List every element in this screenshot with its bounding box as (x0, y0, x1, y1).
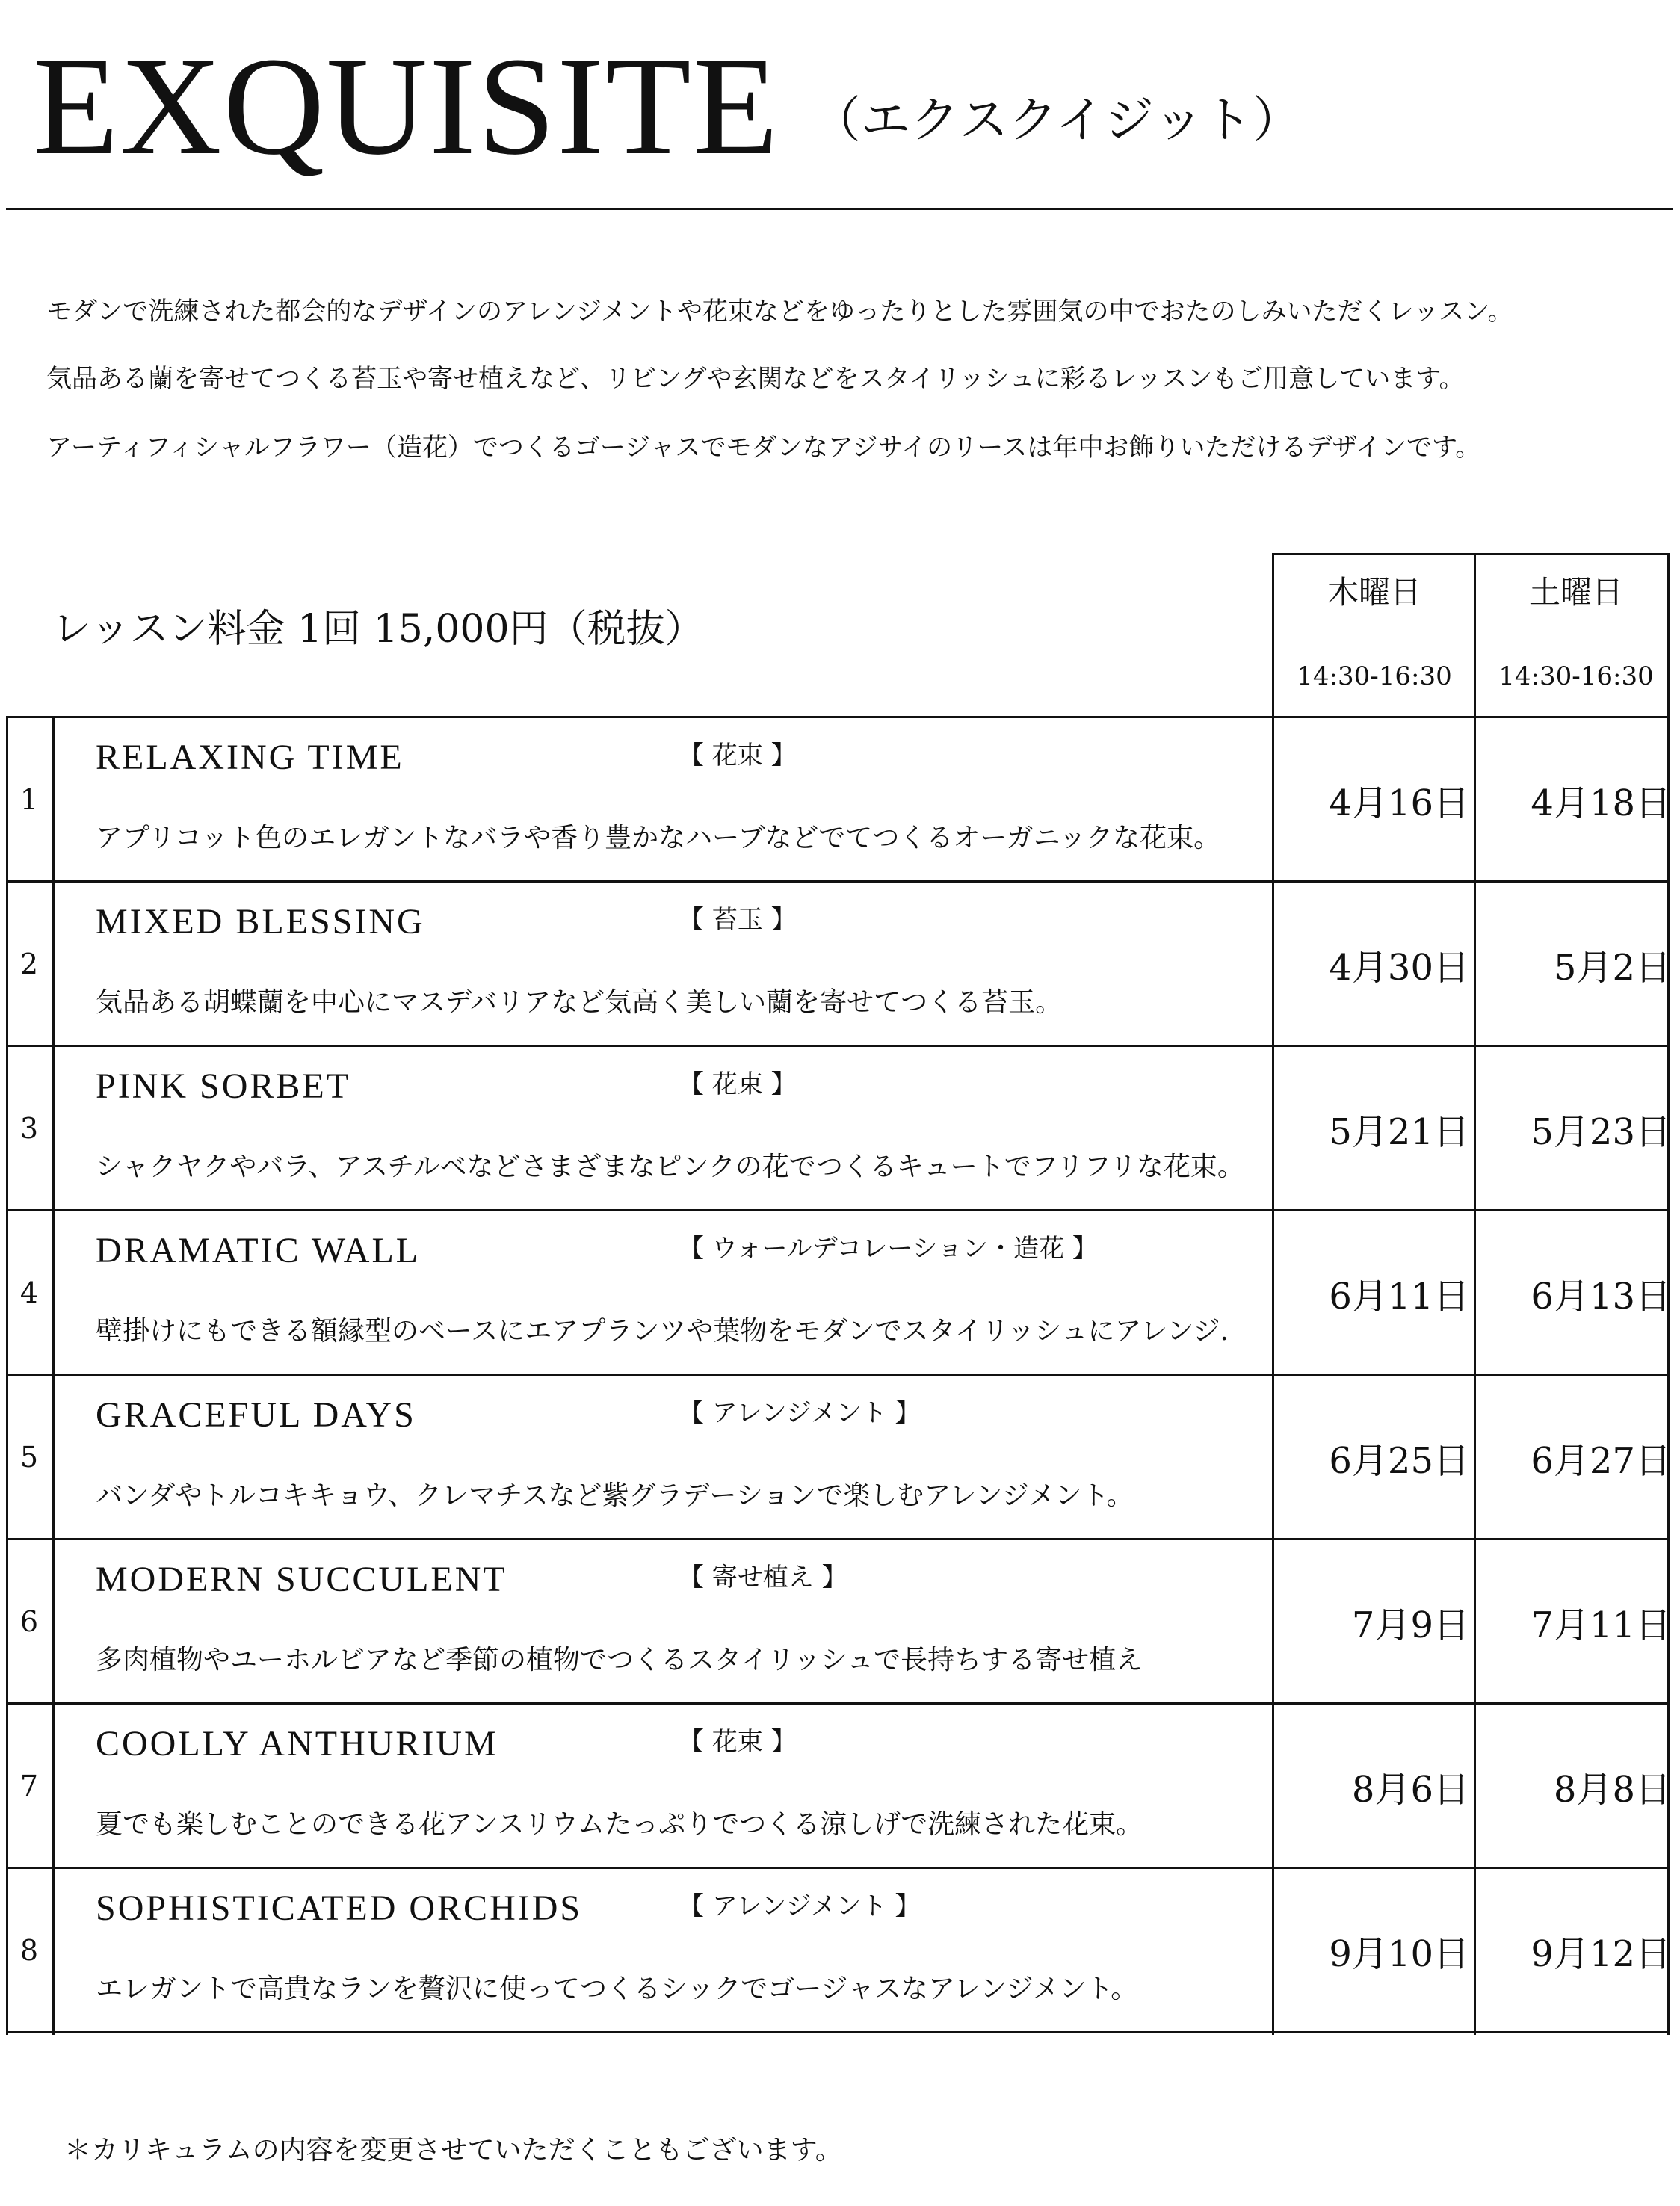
lesson-date-thursday: 6月11日 (1329, 1275, 1469, 1317)
lesson-number: 8 (19, 1934, 39, 1967)
lesson-category: 【 アレンジメント 】 (679, 1891, 921, 1921)
brand-title: EXQUISITE (33, 28, 780, 184)
lesson-row (6, 717, 1669, 882)
lesson-date-thursday: 4月16日 (1329, 782, 1469, 824)
lesson-title: GRACEFUL DAYS (96, 1395, 416, 1435)
time-header-thursday: 14:30-16:30 (1297, 661, 1452, 691)
lesson-category: 【 寄せ植え 】 (679, 1563, 847, 1592)
lesson-description: アプリコット色のエレガントなバラや香り豊かなハーブなどでてつくるオーガニックな花束。 (96, 823, 1221, 853)
time-header-saturday: 14:30-16:30 (1498, 661, 1654, 691)
lesson-row (6, 1704, 1669, 1868)
lesson-number: 5 (19, 1441, 39, 1474)
lesson-fee: レッスン料金 1回 15,000円（税抜） (52, 607, 704, 652)
lesson-category: 【 花束 】 (679, 741, 797, 770)
lesson-date-thursday: 9月10日 (1329, 1932, 1469, 1975)
brand-kana: （エクスクイジット） (812, 91, 1303, 149)
lesson-row (6, 1539, 1669, 1704)
day-header-saturday: 土曜日 (1528, 574, 1623, 611)
lesson-category: 【 苔玉 】 (679, 905, 797, 935)
lesson-description: 夏でも楽しむことのできる花アンスリウムたっぷりでつくる涼しげで洗練された花束。 (96, 1809, 1143, 1840)
lesson-title: RELAXING TIME (96, 738, 404, 777)
intro-line: モダンで洗練された都会的なデザインのアレンジメントや花束などをゆったりとした雰囲気の中でおたのしみいただくレッスン。 (46, 297, 1513, 327)
lesson-row (6, 1211, 1669, 1375)
lesson-date-thursday: 5月21日 (1329, 1110, 1469, 1153)
lesson-row (6, 1375, 1669, 1539)
header-divider (6, 208, 1673, 210)
lesson-date-saturday: 5月2日 (1553, 946, 1671, 989)
lesson-number: 2 (19, 948, 39, 980)
lesson-description: バンダやトルコキキョウ、クレマチスなど紫グラデーションで楽しむアレンジメント。 (96, 1480, 1134, 1511)
lesson-date-saturday: 6月27日 (1531, 1439, 1671, 1482)
lesson-date-thursday: 6月25日 (1329, 1439, 1469, 1482)
lesson-date-saturday: 9月12日 (1531, 1932, 1671, 1975)
intro-line: 気品ある蘭を寄せてつくる苔玉や寄せ植えなど、リビングや玄関などをスタイリッシュに彩るレッスンもご用意しています。 (46, 364, 1465, 394)
lesson-description: 多肉植物やユーホルビアなど季節の植物でつくるスタイリッシュで長持ちする寄せ植え (96, 1645, 1143, 1675)
lesson-title: MODERN SUCCULENT (96, 1560, 507, 1599)
lesson-date-saturday: 4月18日 (1531, 782, 1671, 824)
lesson-number: 3 (19, 1112, 39, 1145)
lesson-category: 【 花束 】 (679, 1069, 797, 1099)
day-header-thursday: 木曜日 (1327, 574, 1421, 611)
lesson-row (6, 882, 1669, 1046)
lesson-title: SOPHISTICATED ORCHIDS (96, 1888, 583, 1928)
lesson-date-saturday: 6月13日 (1531, 1275, 1671, 1317)
footnote: ＊カリキュラムの内容を変更させていただくこともございます。 (64, 2135, 842, 2166)
lesson-date-thursday: 4月30日 (1329, 946, 1469, 989)
lesson-category: 【 ウォールデコレーション・造花 】 (679, 1234, 1098, 1264)
lesson-title: PINK SORBET (96, 1066, 351, 1106)
intro-line: アーティフィシャルフラワー（造花）でつくるゴージャスでモダンなアジサイのリースは年中お飾りいただけるデザインです。 (46, 433, 1481, 463)
lesson-number: 6 (19, 1605, 39, 1638)
lesson-row (6, 1046, 1669, 1211)
lesson-date-thursday: 8月6日 (1351, 1768, 1469, 1811)
lesson-number: 1 (19, 783, 39, 816)
lesson-title: COOLLY ANTHURIUM (96, 1724, 498, 1764)
lesson-date-saturday: 5月23日 (1531, 1110, 1671, 1153)
lesson-row (6, 1868, 1669, 2033)
lesson-category: 【 アレンジメント 】 (679, 1398, 921, 1428)
lesson-number: 7 (19, 1770, 39, 1802)
lesson-description: 壁掛けにもできる額縁型のベースにエアプランツや葉物をモダンでスタイリッシュにアレンジ. (96, 1316, 1229, 1347)
lesson-title: MIXED BLESSING (96, 902, 425, 942)
lesson-date-saturday: 7月11日 (1531, 1604, 1671, 1646)
lesson-title: DRAMATIC WALL (96, 1231, 421, 1270)
lesson-date-thursday: 7月9日 (1351, 1604, 1469, 1646)
table-line (1272, 553, 1670, 555)
lesson-description: 気品ある胡蝶蘭を中心にマスデバリアなど気高く美しい蘭を寄せてつくる苔玉。 (96, 987, 1063, 1018)
lesson-category: 【 花束 】 (679, 1727, 797, 1757)
lesson-date-saturday: 8月8日 (1553, 1768, 1671, 1811)
lesson-description: シャクヤクやバラ、アスチルベなどさまざまなピンクの花でつくるキュートでフリフリな花束。 (96, 1152, 1244, 1182)
lesson-description: エレガントで高貴なランを贅沢に使ってつくるシックでゴージャスなアレンジメント。 (96, 1974, 1138, 2004)
lesson-number: 4 (19, 1276, 39, 1309)
